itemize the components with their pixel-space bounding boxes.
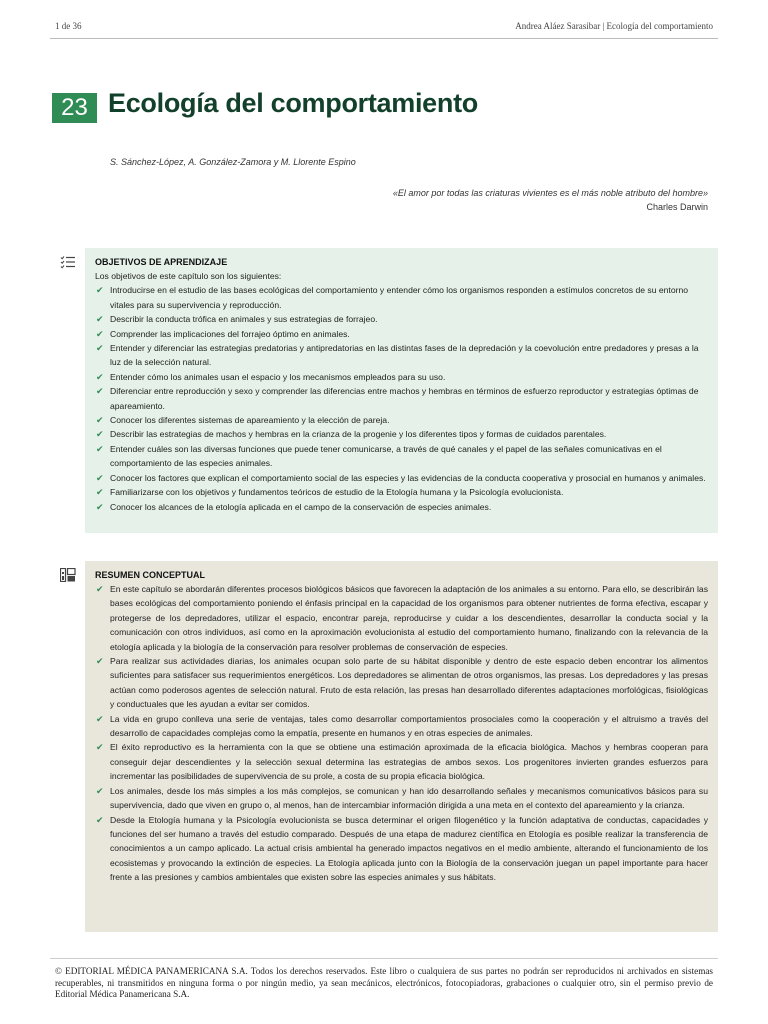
list-item: ✔ Entender cómo los animales usan el espacio y los mecanismos empleados para su uso.	[95, 370, 708, 384]
summary-heading: RESUMEN CONCEPTUAL	[95, 570, 206, 580]
book-columns-icon	[60, 568, 76, 582]
list-item: ✔ Conocer los alcances de la etología aplicada en el campo de la conservación de especies animales.	[95, 500, 708, 514]
list-item: ✔ Introducirse en el estudio de las bases ecológicas del comportamiento y entender cómo los organismos responden a estímulos concretos de su entorno vitales para su supervivencia y reproducción.	[95, 283, 708, 312]
objectives-list	[95, 283, 708, 514]
list-item: ✔ Desde la Etología humana y la Psicología evolucionista se busca determinar el origen filogenético y la función adaptativa de conductas, capacidades y funciones del ser humano a través del estudio comparado. Después de una etapa de madurez científica en Etología es posible realizar la transferencia de conocimientos a un campo aplicado. La actual crisis ambiental ha generado impactos negativos en el medio ambiente, alterando el funcionamiento de los ecosistemas y provocando la extinción de especies. La Etología aplicada junto con la Biología de la conservación juegan un papel importante para hacer frente a las presiones y cambios ambientales que existen sobre las especies animales y sus hábitats.	[95, 813, 708, 885]
list-item: ✔ Entender y diferenciar las estrategias predatorias y antipredatorias en las distintas fases de la depredación y la coevolución entre predadores y presas a la luz de la selección natural.	[95, 341, 708, 370]
list-item: ✔ Para realizar sus actividades diarias, los animales ocupan solo parte de su hábitat disponible y dentro de este espacio deben encontrar los alimentos suficientes para satisfacer sus requerimientos energéticos. Los depredadores se alimentan de otros organismos, las presas. Los depredadores y las presas actúan como poderosos agentes de selección natural. Fruto de esta relación, las presas han desarrollado diferentes adaptaciones morfológicas, fisiológicas y conductuales que les ayudan a evitar ser comidos.	[95, 654, 708, 712]
epigraph-quote: «El amor por todas las criaturas vivientes es el más noble atributo del hombre»	[392, 188, 708, 198]
copyright-notice: © EDITORIAL MÉDICA PANAMERICANA S.A. Todos los derechos reservados. Este libro o cualquiera de sus partes no podrán ser reproducidos ni archivados en sistemas recuperables, ni transmitidos en ninguna forma o por ningún medio, ya sean mecánicos, electrónicos, fotocopiadoras, grabaciones o cualquier otro, sin el permiso previo de Editorial Médica Panamericana S.A.	[55, 966, 713, 999]
epigraph-attribution: Charles Darwin	[646, 202, 708, 212]
summary-body	[95, 569, 708, 885]
summary-icon-column	[52, 561, 85, 932]
objectives-body	[95, 256, 708, 514]
list-item: ✔ Conocer los diferentes sistemas de apareamiento y la elección de pareja.	[95, 413, 708, 427]
checklist-icon	[60, 255, 76, 269]
list-item: ✔ La vida en grupo conlleva una serie de ventajas, tales como desarrollar comportamientos prosociales como la cooperación y el altruismo a través del desarrollo de capacidades complejas como la empatía, presente en humanos y en otras especies de animales.	[95, 712, 708, 741]
list-item: ✔ Entender cuáles son las diversas funciones que puede tener comunicarse, a través de qué canales y el papel de las señales comunicativas en el comportamiento de las especies animales.	[95, 442, 708, 471]
list-item: ✔ Los animales, desde los más simples a los más complejos, se comunican y han ido desarrollando señales y mecanismos comunicativos básicos para su supervivencia, dado que viven en grupo o, al menos, han de intercambiar información dirigida a una meta en el contexto del apareamiento y la crianza.	[95, 784, 708, 813]
footer-divider	[50, 958, 718, 959]
list-item: ✔ En este capítulo se abordarán diferentes procesos biológicos básicos que favorecen la adaptación de los animales a su entorno. Para ello, se describirán las bases ecológicas del comportamiento poniendo el énfasis principal en la capacidad de los organismos para obtener nutrientes de forma efectiva, escapar y protegerse de los depredadores, utilizar el espacio, encontrar pareja, reproducirse y cuidar a los descendientes, desarrollar la conducta social y la comunicación con otros individuos, así como en la aproximación evolucionista al estudio del comportamiento humano, finalizando con la relevancia de la etología aplicada y la biología de la conservación para resolver problemas de conservación de especies.	[95, 582, 708, 654]
page-number: 1 de 36	[55, 21, 82, 31]
conceptual-summary-box	[52, 561, 718, 932]
summary-list	[95, 582, 708, 885]
chapter-number: 23	[52, 93, 97, 123]
objectives-icon-column	[52, 248, 86, 533]
chapter-title: Ecología del comportamiento	[108, 88, 478, 118]
list-item: ✔ Comprender las implicaciones del forrajeo óptimo en animales.	[95, 327, 708, 341]
objectives-heading: OBJETIVOS DE APRENDIZAJE	[95, 257, 228, 267]
epigraph	[288, 186, 708, 214]
header-divider	[50, 38, 718, 39]
list-item: ✔ Familiarizarse con los objetivos y fundamentos teóricos de estudio de la Etología humana y la Psicología evolucionista.	[95, 485, 708, 499]
list-item: ✔ Describir la conducta trófica en animales y sus estrategias de forrajeo.	[95, 312, 708, 326]
list-item: ✔ Conocer los factores que explican el comportamiento social de las especies y las evidencias de la conducta cooperativa y prosocial en humanos y animales.	[95, 471, 708, 485]
objectives-intro: Los objetivos de este capítulo son los siguientes:	[95, 271, 282, 281]
list-item: ✔ Diferenciar entre reproducción y sexo y comprender las diferencias entre machos y hembras en términos de esfuerzo reproductor y estrategias óptimas de apareamiento.	[95, 384, 708, 413]
list-item: ✔ El éxito reproductivo es la herramienta con la que se obtiene una estimación aproximada de la eficacia biológica. Machos y hembras cooperan para conseguir dejar descendientes y la selección sexual determina las estrategias de ambos sexos. Los progenitores invierten grandes esfuerzos para incrementar las posibilidades de supervivencia de su prole, a costa de su propia eficacia biológica.	[95, 740, 708, 783]
running-title: Andrea Aláez Sarasibar | Ecología del comportamiento	[515, 21, 713, 31]
learning-objectives-box	[52, 248, 718, 533]
list-item: ✔ Describir las estrategias de machos y hembras en la crianza de la progenie y los diferentes tipos y formas de cuidados parentales.	[95, 427, 708, 441]
chapter-authors: S. Sánchez-López, A. González-Zamora y M. Llorente Espino	[110, 157, 356, 167]
